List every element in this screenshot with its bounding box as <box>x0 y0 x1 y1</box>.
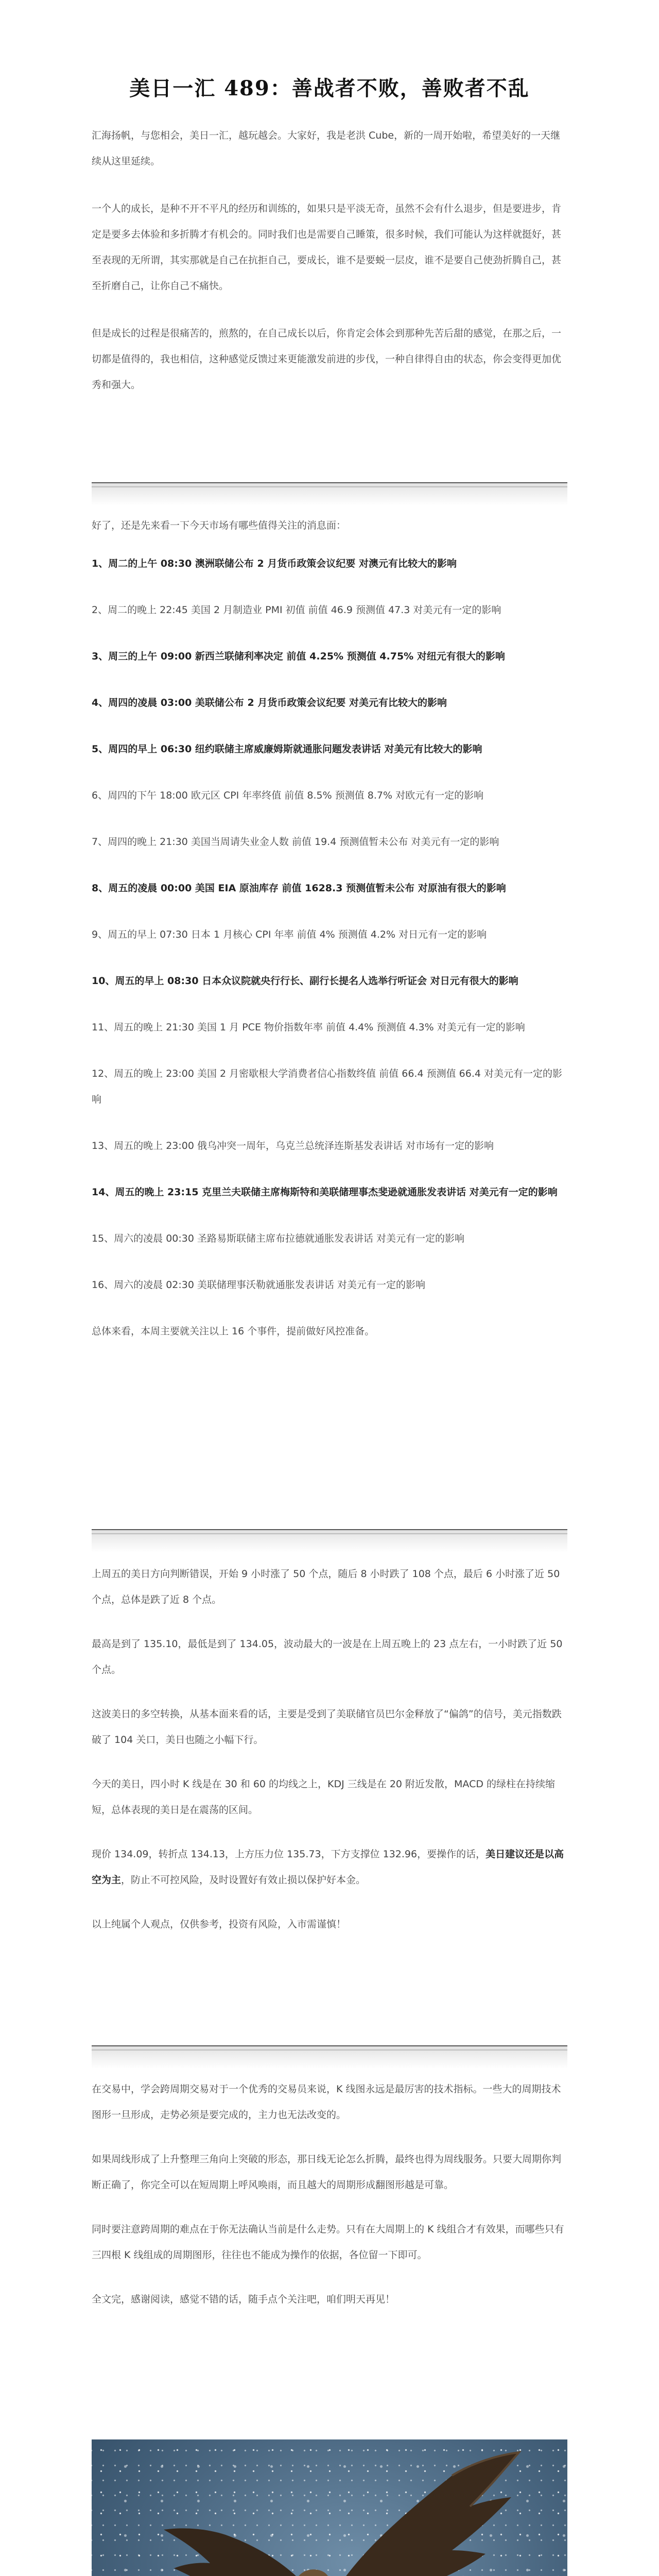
event-item: 6、周四的下午 18:00 欧元区 CPI 年率终值 前值 8.5% 预测值 8.7% 对欧元有一定的影响 <box>92 790 484 801</box>
eagle-icon <box>92 2439 567 2576</box>
intro-paragraph: 但是成长的过程是很痛苦的，煎熬的，在自己成长以后，你肯定会体会到那种先苦后甜的感觉，在那之后，一切都是值得的，我也相信，这种感觉反馈过来更能激发前进的步伐，一种自律得自由的状态，你会变得更加优秀和强大。 <box>92 328 562 391</box>
event-item: 4、周四的凌晨 03:00 美联储公布 2 月货币政策会议纪要 对美元有比较大的影响 <box>92 697 447 708</box>
section-divider <box>92 482 567 487</box>
strategy-text: 现价 134.09，转折点 134.13，上方压力位 135.73，下方支撑位 132.96，要操作的话， <box>92 1849 486 1860</box>
article-title: 美日一汇 489：善战者不败，善败者不乱 <box>129 76 530 100</box>
event-item: 11、周五的晚上 21:30 美国 1 月 PCE 物价指数年率 前值 4.4% 预测值 4.3% 对美元有一定的影响 <box>92 1022 525 1033</box>
review-section <box>92 1561 567 1937</box>
event-item: 16、周六的凌晨 02:30 美联储理事沃勒就通胀发表讲话 对美元有一定的影响 <box>92 1279 426 1291</box>
strategy-emphasis: 美日建议还是以高空为主 <box>92 1849 564 1886</box>
review-paragraph: 最高是到了 135.10，最低是到了 134.05，波动最大的一波是在上周五晚上的 23 点左右，一小时跌了近 50 个点。 <box>92 1638 563 1675</box>
outro-paragraph: 同时要注意跨周期的难点在于你无法确认当前是什么走势。只有在大周期上的 K 线组合才有效果，而哪些只有三四根 K 线组成的周期图形，往往也不能成为操作的依据，各位留一下即可。 <box>92 2224 564 2261</box>
strategy-paragraph <box>92 1841 567 1893</box>
review-paragraph: 上周五的美日方向判断错误，开始 9 小时涨了 50 个点，随后 8 小时跌了 108 个点，最后 6 小时涨了近 50 个点，总体是跌了近 8 个点。 <box>92 1568 560 1605</box>
outro-paragraph: 在交易中，学会跨周期交易对于一个优秀的交易员来说，K 线图永远是最厉害的技术指标。一些大的周期技术图形一旦形成，走势必须是要完成的，主力也无法改变的。 <box>92 2083 561 2121</box>
events-summary: 总体来看，本周主要就关注以上 16 个事件，提前做好风控准备。 <box>92 1326 375 1337</box>
outro-section <box>92 2076 567 2312</box>
outro-paragraph: 如果周线形成了上升整理三角向上突破的形态，那日线无论怎么折腾，最终也得为周线服务。只要大周期你判断正确了，你完全可以在短周期上呼风唤雨，而且越大的周期形成翻图形越是可靠。 <box>92 2154 562 2191</box>
event-item: 9、周五的早上 07:30 日本 1 月核心 CPI 年率 前值 4% 预测值 4.2% 对日元有一定的影响 <box>92 929 487 940</box>
section-divider <box>92 2045 567 2050</box>
event-item: 3、周三的上午 09:00 新西兰联储利率决定 前值 4.25% 预测值 4.75% 对纽元有很大的影响 <box>92 651 505 662</box>
events-intro: 好了，还是先来看一下今天市场有哪些值得关注的消息面： <box>92 520 346 531</box>
event-item: 1、周二的上午 08:30 澳洲联储公布 2 月货币政策会议纪要 对澳元有比较大的影响 <box>92 558 457 569</box>
events-section <box>92 513 567 1344</box>
section-shade <box>92 2050 567 2069</box>
strategy-text: ，防止不可控风险，及时设置好有效止损以保护好本金。 <box>121 1874 366 1886</box>
intro-section <box>92 123 567 398</box>
review-paragraph: 这波美日的多空转换，从基本面来看的话，主要是受到了美联储官员巴尔金释放了“偏鸽”的信号，美元指数跌破了 104 关口，美日也随之小幅下行。 <box>92 1708 562 1745</box>
event-item: 13、周五的晚上 23:00 俄乌冲突一周年，乌克兰总统泽连斯基发表讲话 对市场有一定的影响 <box>92 1140 494 1151</box>
intro-paragraph: 一个人的成长，是种不开不平凡的经历和训练的，如果只是平淡无奇，虽然不会有什么退步，但是要进步，肯定是要多去体验和多折腾才有机会的。同时我们也是需要自己睡策，很多时候，我们可能认为这样就挺好，甚至表现的无所谓，其实那就是自己在抗拒自己，要成长，谁不是要蜕一层皮，谁不是要自己使劲折腾自己，甚至折磨自己，让你自己不痛快。 <box>92 203 562 292</box>
event-item: 14、周五的晚上 23:15 克里兰夫联储主席梅斯特和美联储理事杰斐逊就通胀发表讲话 对美元有一定的影响 <box>92 1187 558 1198</box>
event-item: 10、周五的早上 08:30 日本众议院就央行行长、副行长提名人选举行听证会 对日元有很大的影响 <box>92 975 518 987</box>
section-divider <box>92 1529 567 1534</box>
review-paragraph: 今天的美日，四小时 K 线是在 30 和 60 的均线之上，KDJ 三线是在 20 附近发散，MACD 的绿柱在持续缩短，总体表现的美日是在震荡的区间。 <box>92 1778 556 1816</box>
event-item: 7、周四的晚上 21:30 美国当周请失业金人数 前值 19.4 预测值暂未公布 对美元有一定的影响 <box>92 836 499 848</box>
section-shade <box>92 487 567 506</box>
event-item: 8、周五的凌晨 00:00 美国 EIA 原油库存 前值 1628.3 预测值暂未公布 对原油有很大的影响 <box>92 883 506 894</box>
event-item: 12、周五的晚上 23:00 美国 2 月密歇根大学消费者信心指数终值 前值 66.4 预测值 66.4 对美元有一定的影响 <box>92 1068 562 1105</box>
outro-paragraph: 全文完，感谢阅读，感觉不错的话，随手点个关注吧，咱们明天再见！ <box>92 2294 395 2305</box>
section-shade <box>92 1534 567 1553</box>
intro-paragraph: 汇海扬帆，与您相会，美日一汇，越玩越会。大家好，我是老洪 Cube，新的一周开始啦，希望美好的一天继续从这里延续。 <box>92 130 561 167</box>
event-item: 15、周六的凌晨 00:30 圣路易斯联储主席布拉德就通胀发表讲话 对美元有一定的影响 <box>92 1233 465 1244</box>
disclaimer: 以上纯属个人观点，仅供参考，投资有风险，入市需谨慎！ <box>92 1919 346 1930</box>
event-item: 5、周四的早上 06:30 纽约联储主席威廉姆斯就通胀问题发表讲话 对美元有比较大的影响 <box>92 743 482 755</box>
eagle-photo <box>92 2439 567 2576</box>
event-item: 2、周二的晚上 22:45 美国 2 月制造业 PMI 初值 前值 46.9 预测值 47.3 对美元有一定的影响 <box>92 604 501 616</box>
